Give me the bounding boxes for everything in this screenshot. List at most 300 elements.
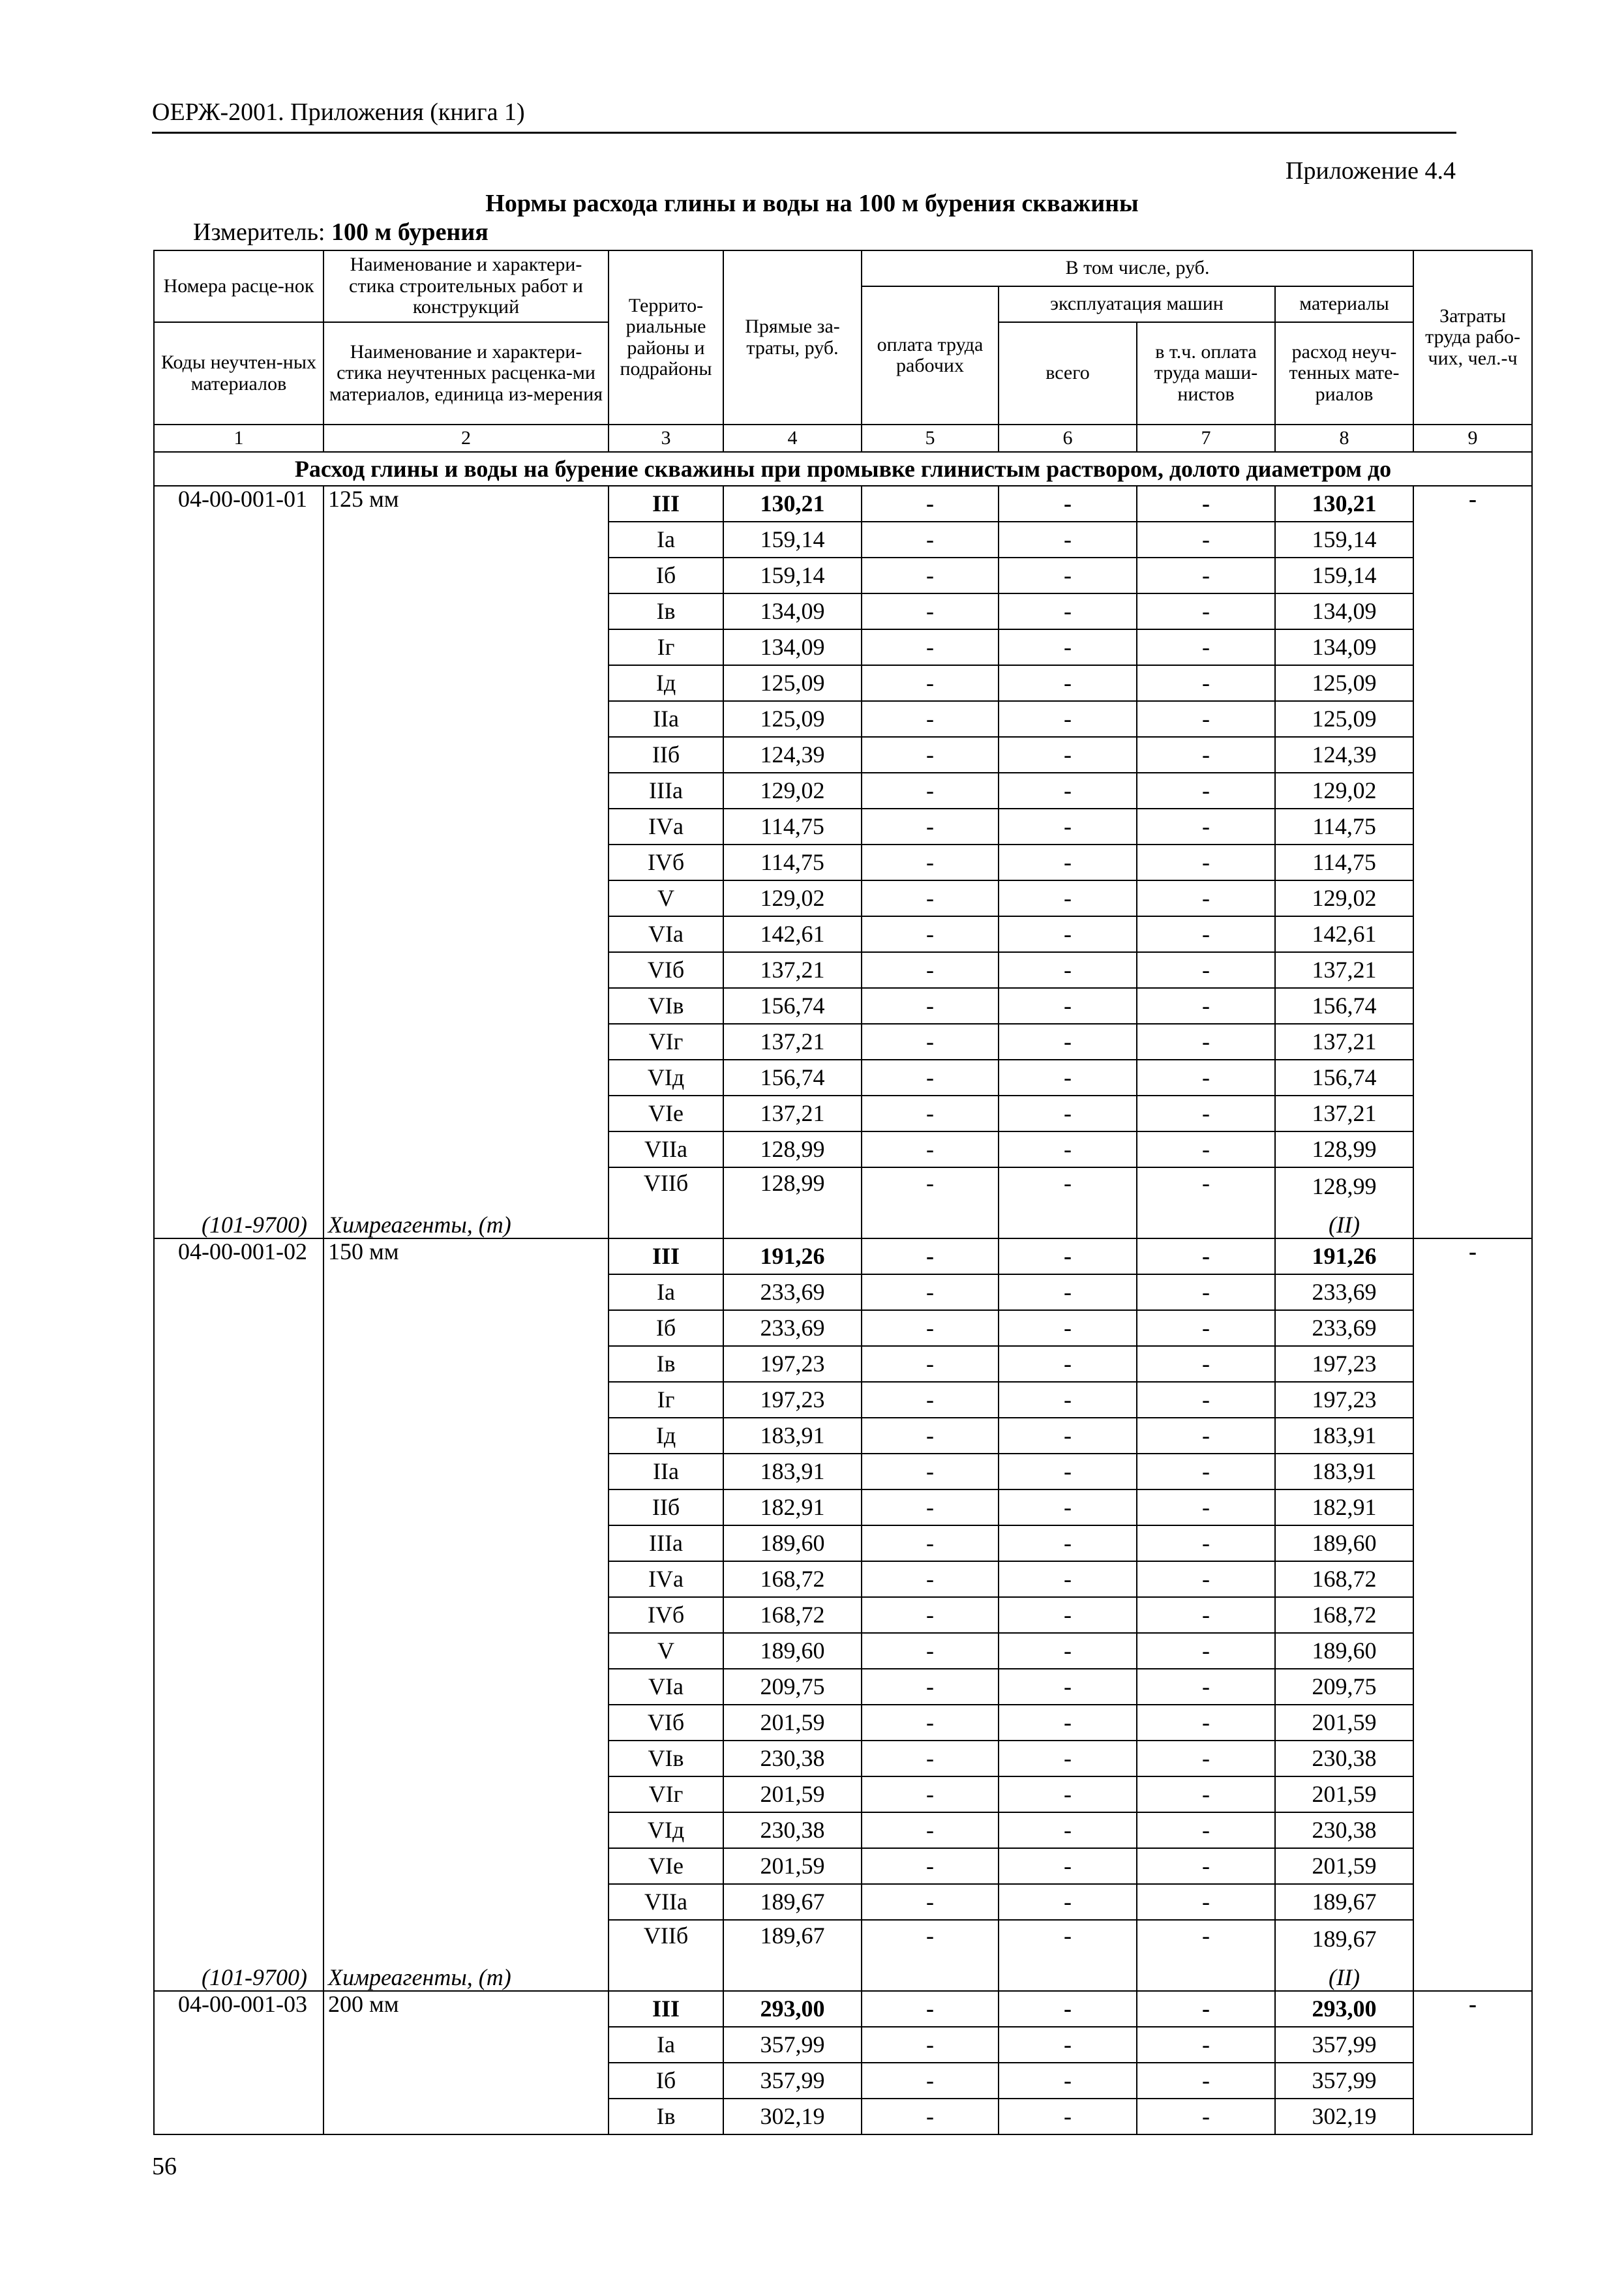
column-number: 2: [323, 425, 609, 452]
labor-hours-cell: [1413, 1167, 1532, 1205]
region-cell: VIд: [609, 1812, 723, 1848]
rate-code-cell: [154, 665, 323, 701]
work-name-cell: [323, 1024, 609, 1060]
rate-code-cell: [154, 880, 323, 916]
direct-cost-cell: 189,60: [723, 1633, 862, 1669]
operators-pay-cell: -: [1137, 1096, 1275, 1131]
operators-pay-cell: -: [1137, 1489, 1275, 1525]
table-row: [154, 1131, 1532, 1167]
materials-cost-cell: 189,67: [1275, 1920, 1413, 1958]
work-name-cell: [323, 1669, 609, 1705]
rate-code-cell: [154, 773, 323, 809]
direct-cost-cell: 129,02: [723, 880, 862, 916]
operators-pay-cell: -: [1137, 1597, 1275, 1633]
machines-total-cell: -: [999, 1238, 1137, 1274]
machines-total-cell: -: [999, 2099, 1137, 2134]
table-row: [154, 1238, 1532, 1274]
work-name-cell: 200 мм: [323, 1991, 609, 2027]
materials-group-header: материалы: [1275, 286, 1413, 322]
table-row: [154, 1669, 1532, 1705]
materials-cost-cell: 156,74: [1275, 988, 1413, 1024]
direct-cost-cell: 209,75: [723, 1669, 862, 1705]
labor-hours-cell: [1413, 1633, 1532, 1669]
region-cell: IVа: [609, 1561, 723, 1597]
table-row: [154, 1705, 1532, 1741]
table-row: [154, 1454, 1532, 1489]
operators-pay-cell: -: [1137, 988, 1275, 1024]
work-name-cell: [323, 1920, 609, 1958]
direct-cost-cell: 114,75: [723, 845, 862, 880]
labor-pay-cell: -: [862, 737, 999, 773]
region-cell: VIе: [609, 1848, 723, 1884]
rate-code-cell: [154, 737, 323, 773]
region-cell: Iв: [609, 2099, 723, 2134]
labor-pay-cell: -: [862, 1454, 999, 1489]
machines-total-cell: -: [999, 880, 1137, 916]
column-number: 6: [999, 425, 1137, 452]
column-number: 3: [609, 425, 723, 452]
labor-hours-cell: [1413, 1096, 1532, 1131]
rate-code-cell: [154, 1024, 323, 1060]
labor-pay-cell: -: [862, 916, 999, 952]
work-name-cell: [323, 1489, 609, 1525]
operators-pay-cell: -: [1137, 1418, 1275, 1454]
rate-code-cell: [154, 1382, 323, 1418]
region-cell: IVа: [609, 809, 723, 845]
col2-bottom-header: Наименование и характери-стика неучтенных расценка-ми материалов, единица из-мерения: [323, 322, 609, 425]
labor-hours-cell: -: [1413, 486, 1532, 522]
labor-hours-cell: [1413, 558, 1532, 593]
work-name-cell: [323, 1848, 609, 1884]
work-name-cell: [323, 1633, 609, 1669]
table-row: [154, 1920, 1532, 1958]
operators-pay-cell: -: [1137, 1310, 1275, 1346]
table-row: [154, 1382, 1532, 1418]
rate-code-cell: [154, 558, 323, 593]
labor-hours-cell: [1413, 1310, 1532, 1346]
direct-cost-cell: 357,99: [723, 2063, 862, 2099]
table-row: [154, 1633, 1532, 1669]
labor-pay-cell: -: [862, 1848, 999, 1884]
labor-hours-cell: [1413, 1274, 1532, 1310]
materials-cost-cell: 130,21: [1275, 486, 1413, 522]
materials-cost-cell: 357,99: [1275, 2063, 1413, 2099]
operators-pay-cell: -: [1137, 809, 1275, 845]
machines-total-cell: -: [999, 1310, 1137, 1346]
machines-total-cell: -: [999, 1848, 1137, 1884]
table-row: [154, 1489, 1532, 1525]
rate-code-cell: [154, 952, 323, 988]
machines-total-cell: -: [999, 1060, 1137, 1096]
materials-cost-cell: 201,59: [1275, 1848, 1413, 1884]
work-name-cell: [323, 1346, 609, 1382]
labor-pay-cell: -: [862, 1060, 999, 1096]
direct-cost-cell: 124,39: [723, 737, 862, 773]
operators-pay-cell: -: [1137, 486, 1275, 522]
machines-total-cell: -: [999, 1024, 1137, 1060]
table-row: [154, 1812, 1532, 1848]
region-cell: VIа: [609, 1669, 723, 1705]
table-row: [154, 1741, 1532, 1776]
col8-header: расход неуч-тенных мате-риалов: [1275, 322, 1413, 425]
work-name-cell: [323, 1096, 609, 1131]
labor-hours-cell: -: [1413, 1991, 1532, 2027]
direct-cost-cell: 159,14: [723, 558, 862, 593]
labor-pay-cell: -: [862, 880, 999, 916]
material-empty-cell: [609, 1205, 723, 1238]
material-empty-cell: [723, 1205, 862, 1238]
direct-cost-cell: 182,91: [723, 1489, 862, 1525]
work-name-cell: [323, 2063, 609, 2099]
region-cell: Iа: [609, 522, 723, 558]
direct-cost-cell: 125,09: [723, 701, 862, 737]
direct-cost-cell: 137,21: [723, 1096, 862, 1131]
rate-code-cell: [154, 1167, 323, 1205]
labor-hours-cell: [1413, 1884, 1532, 1920]
operators-pay-cell: -: [1137, 2099, 1275, 2134]
col7-header: в т.ч. оплата труда маши-нистов: [1137, 322, 1275, 425]
machines-total-cell: -: [999, 1884, 1137, 1920]
header-rule: [152, 132, 1456, 134]
region-cell: Iг: [609, 1382, 723, 1418]
rate-code-cell: [154, 2063, 323, 2099]
work-name-cell: [323, 809, 609, 845]
machines-total-cell: -: [999, 2027, 1137, 2063]
labor-hours-cell: [1413, 1848, 1532, 1884]
rate-code-cell: [154, 916, 323, 952]
labor-pay-cell: -: [862, 1274, 999, 1310]
labor-pay-cell: -: [862, 1525, 999, 1561]
direct-cost-cell: 201,59: [723, 1776, 862, 1812]
region-cell: VIIб: [609, 1167, 723, 1205]
work-name-cell: [323, 1310, 609, 1346]
materials-cost-cell: 159,14: [1275, 522, 1413, 558]
labor-pay-cell: -: [862, 952, 999, 988]
table-row: [154, 593, 1532, 629]
direct-cost-cell: 156,74: [723, 1060, 862, 1096]
region-cell: IIб: [609, 737, 723, 773]
direct-cost-cell: 156,74: [723, 988, 862, 1024]
work-name-cell: [323, 665, 609, 701]
work-name-cell: [323, 1060, 609, 1096]
section-title-row: [154, 452, 1532, 486]
table-row: [154, 773, 1532, 809]
materials-cost-cell: 189,60: [1275, 1633, 1413, 1669]
table-row: [154, 1884, 1532, 1920]
rate-code-cell: [154, 1561, 323, 1597]
materials-cost-cell: 124,39: [1275, 737, 1413, 773]
labor-hours-cell: [1413, 629, 1532, 665]
region-cell: Iб: [609, 1310, 723, 1346]
labor-hours-cell: [1413, 880, 1532, 916]
rate-code-cell: [154, 593, 323, 629]
table-row: [154, 1060, 1532, 1096]
materials-cost-cell: 134,09: [1275, 593, 1413, 629]
material-row: [154, 1205, 1532, 1238]
region-cell: IIб: [609, 1489, 723, 1525]
materials-cost-cell: 183,91: [1275, 1418, 1413, 1454]
table-row: [154, 1274, 1532, 1310]
operators-pay-cell: -: [1137, 773, 1275, 809]
table-row: [154, 1561, 1532, 1597]
including-group-header: В том числе, руб.: [862, 250, 1413, 286]
work-name-cell: [323, 2027, 609, 2063]
labor-hours-cell: [1413, 665, 1532, 701]
region-cell: Iд: [609, 1418, 723, 1454]
table-row: [154, 988, 1532, 1024]
operators-pay-cell: -: [1137, 2063, 1275, 2099]
materials-cost-cell: 128,99: [1275, 1131, 1413, 1167]
machines-total-cell: -: [999, 1705, 1137, 1741]
material-empty-cell: [862, 1205, 999, 1238]
labor-pay-cell: -: [862, 1418, 999, 1454]
table-row: [154, 1848, 1532, 1884]
materials-cost-cell: 189,67: [1275, 1884, 1413, 1920]
machines-total-cell: -: [999, 1812, 1137, 1848]
direct-cost-cell: 197,23: [723, 1346, 862, 1382]
material-qty-cell: (II): [1275, 1958, 1413, 1991]
machines-total-cell: -: [999, 1274, 1137, 1310]
region-cell: VIб: [609, 952, 723, 988]
materials-cost-cell: 233,69: [1275, 1310, 1413, 1346]
rate-code-cell: [154, 988, 323, 1024]
material-name-cell: Химреагенты, (т): [323, 1958, 609, 1991]
operators-pay-cell: -: [1137, 1884, 1275, 1920]
materials-cost-cell: 293,00: [1275, 1991, 1413, 2027]
table-row: [154, 2063, 1532, 2099]
direct-cost-cell: 125,09: [723, 665, 862, 701]
region-cell: VIIб: [609, 1920, 723, 1958]
material-code-cell: (101-9700): [154, 1205, 323, 1238]
labor-pay-cell: -: [862, 1561, 999, 1597]
operators-pay-cell: -: [1137, 1346, 1275, 1382]
labor-hours-cell: [1413, 1418, 1532, 1454]
operators-pay-cell: -: [1137, 629, 1275, 665]
column-number: 7: [1137, 425, 1275, 452]
operators-pay-cell: -: [1137, 1167, 1275, 1205]
materials-cost-cell: 230,38: [1275, 1741, 1413, 1776]
work-name-cell: [323, 1884, 609, 1920]
region-cell: IIа: [609, 701, 723, 737]
operators-pay-cell: -: [1137, 1454, 1275, 1489]
region-cell: Iа: [609, 1274, 723, 1310]
machines-total-cell: -: [999, 988, 1137, 1024]
machines-total-cell: -: [999, 558, 1137, 593]
region-cell: Iа: [609, 2027, 723, 2063]
table-row: [154, 1418, 1532, 1454]
norms-table: [153, 250, 1533, 2135]
labor-pay-cell: -: [862, 558, 999, 593]
rate-code-cell: [154, 1346, 323, 1382]
material-qty-cell: (II): [1275, 1205, 1413, 1238]
direct-cost-cell: 183,91: [723, 1454, 862, 1489]
rate-code-cell: [154, 1060, 323, 1096]
materials-cost-cell: 197,23: [1275, 1382, 1413, 1418]
machines-total-cell: -: [999, 1454, 1137, 1489]
direct-cost-cell: 233,69: [723, 1274, 862, 1310]
machines-group-header: эксплуатация машин: [999, 286, 1275, 322]
rate-code-cell: [154, 1741, 323, 1776]
labor-pay-cell: -: [862, 773, 999, 809]
machines-total-cell: -: [999, 486, 1137, 522]
materials-cost-cell: 230,38: [1275, 1812, 1413, 1848]
table-row: [154, 1310, 1532, 1346]
operators-pay-cell: -: [1137, 1633, 1275, 1669]
direct-cost-cell: 201,59: [723, 1848, 862, 1884]
labor-pay-cell: -: [862, 1346, 999, 1382]
machines-total-cell: -: [999, 1920, 1137, 1958]
labor-hours-cell: [1413, 1346, 1532, 1382]
materials-cost-cell: 189,60: [1275, 1525, 1413, 1561]
operators-pay-cell: -: [1137, 1131, 1275, 1167]
work-name-cell: 150 мм: [323, 1238, 609, 1274]
region-cell: Iб: [609, 558, 723, 593]
labor-hours-cell: [1413, 988, 1532, 1024]
materials-cost-cell: 201,59: [1275, 1705, 1413, 1741]
machines-total-cell: -: [999, 1131, 1137, 1167]
rate-code-cell: [154, 1525, 323, 1561]
labor-pay-cell: -: [862, 845, 999, 880]
rate-code-cell: [154, 522, 323, 558]
table-row: [154, 1096, 1532, 1131]
work-name-cell: [323, 1741, 609, 1776]
table-row: [154, 737, 1532, 773]
table-row: [154, 1991, 1532, 2027]
materials-cost-cell: 142,61: [1275, 916, 1413, 952]
labor-hours-cell: [1413, 1597, 1532, 1633]
region-cell: Iв: [609, 1346, 723, 1382]
materials-cost-cell: 302,19: [1275, 2099, 1413, 2134]
region-cell: III: [609, 1238, 723, 1274]
rate-code-cell: [154, 1884, 323, 1920]
labor-pay-cell: -: [862, 1131, 999, 1167]
work-name-cell: [323, 737, 609, 773]
labor-pay-cell: -: [862, 2099, 999, 2134]
table-row: [154, 809, 1532, 845]
table-row: [154, 2099, 1532, 2134]
material-empty-cell: [999, 1958, 1137, 1991]
rate-code-cell: [154, 1669, 323, 1705]
rate-code-cell: [154, 1418, 323, 1454]
labor-pay-cell: -: [862, 629, 999, 665]
work-name-cell: 125 мм: [323, 486, 609, 522]
labor-pay-cell: -: [862, 1096, 999, 1131]
material-name-cell: Химреагенты, (т): [323, 1205, 609, 1238]
work-name-cell: [323, 1382, 609, 1418]
direct-cost-cell: 128,99: [723, 1131, 862, 1167]
machines-total-cell: -: [999, 701, 1137, 737]
labor-pay-cell: -: [862, 1310, 999, 1346]
labor-hours-cell: [1413, 701, 1532, 737]
direct-cost-cell: 302,19: [723, 2099, 862, 2134]
column-number: 9: [1413, 425, 1532, 452]
work-name-cell: [323, 1167, 609, 1205]
machines-total-cell: -: [999, 1525, 1137, 1561]
direct-cost-cell: 191,26: [723, 1238, 862, 1274]
operators-pay-cell: -: [1137, 1024, 1275, 1060]
labor-hours-cell: [1413, 1741, 1532, 1776]
table-row: [154, 486, 1532, 522]
table-row: [154, 880, 1532, 916]
direct-cost-cell: 128,99: [723, 1167, 862, 1205]
column-number: 5: [862, 425, 999, 452]
document-header: ОЕРЖ-2001. Приложения (книга 1): [152, 98, 525, 126]
labor-pay-cell: -: [862, 1382, 999, 1418]
labor-pay-cell: -: [862, 2027, 999, 2063]
region-cell: IIа: [609, 1454, 723, 1489]
labor-hours-cell: [1413, 952, 1532, 988]
rate-code-cell: 04-00-001-01: [154, 486, 323, 522]
work-name-cell: [323, 773, 609, 809]
work-name-cell: [323, 1776, 609, 1812]
column-number: 8: [1275, 425, 1413, 452]
table-row: [154, 916, 1532, 952]
labor-pay-cell: -: [862, 1705, 999, 1741]
labor-pay-cell: -: [862, 1812, 999, 1848]
rate-code-cell: [154, 1310, 323, 1346]
machines-total-cell: -: [999, 593, 1137, 629]
labor-hours-cell: [1413, 522, 1532, 558]
work-name-cell: [323, 988, 609, 1024]
rate-code-cell: [154, 845, 323, 880]
labor-pay-cell: -: [862, 988, 999, 1024]
direct-cost-cell: 189,67: [723, 1884, 862, 1920]
region-cell: IVб: [609, 1597, 723, 1633]
labor-hours-cell: [1413, 1525, 1532, 1561]
materials-cost-cell: 201,59: [1275, 1776, 1413, 1812]
direct-cost-cell: 142,61: [723, 916, 862, 952]
rate-code-cell: [154, 1920, 323, 1958]
labor-hours-cell: [1413, 773, 1532, 809]
direct-cost-cell: 159,14: [723, 522, 862, 558]
material-empty-cell: [1413, 1205, 1532, 1238]
rate-code-cell: [154, 2099, 323, 2134]
work-name-cell: [323, 558, 609, 593]
direct-cost-cell: 130,21: [723, 486, 862, 522]
materials-cost-cell: 357,99: [1275, 2027, 1413, 2063]
work-name-cell: [323, 701, 609, 737]
labor-hours-cell: [1413, 1454, 1532, 1489]
region-cell: V: [609, 880, 723, 916]
rate-code-cell: [154, 809, 323, 845]
meter-label: Измеритель:: [193, 218, 325, 246]
labor-hours-cell: [1413, 593, 1532, 629]
labor-pay-cell: -: [862, 1920, 999, 1958]
labor-hours-cell: [1413, 2099, 1532, 2134]
operators-pay-cell: -: [1137, 1991, 1275, 2027]
operators-pay-cell: -: [1137, 1920, 1275, 1958]
labor-hours-cell: [1413, 1561, 1532, 1597]
table-row: [154, 952, 1532, 988]
direct-cost-cell: 189,60: [723, 1525, 862, 1561]
region-cell: VIг: [609, 1776, 723, 1812]
direct-cost-cell: 230,38: [723, 1741, 862, 1776]
table-row: [154, 1346, 1532, 1382]
operators-pay-cell: -: [1137, 2027, 1275, 2063]
table-row: [154, 845, 1532, 880]
machines-total-cell: -: [999, 1096, 1137, 1131]
table-row: [154, 629, 1532, 665]
labor-hours-cell: [1413, 1131, 1532, 1167]
operators-pay-cell: -: [1137, 665, 1275, 701]
materials-cost-cell: 125,09: [1275, 701, 1413, 737]
operators-pay-cell: -: [1137, 1741, 1275, 1776]
direct-cost-cell: 201,59: [723, 1705, 862, 1741]
machines-total-cell: -: [999, 1382, 1137, 1418]
section-title: Расход глины и воды на бурение скважины при промывке глинистым раствором, долото диаметром до: [154, 452, 1532, 486]
materials-cost-cell: 129,02: [1275, 773, 1413, 809]
operators-pay-cell: -: [1137, 1561, 1275, 1597]
